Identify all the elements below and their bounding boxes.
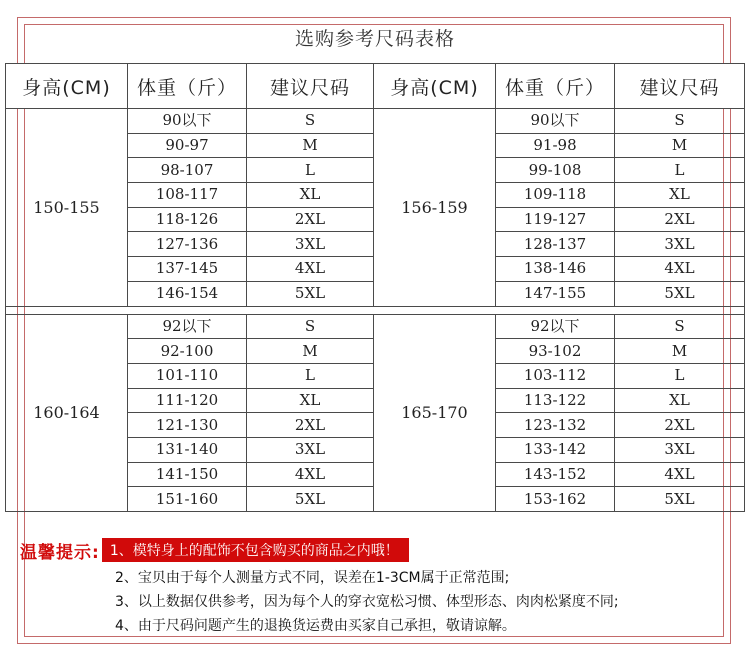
size-left: 5XL <box>247 487 374 512</box>
note-item-4: 4、由于尺码问题产生的退换货运费由买家自己承担，敬请谅解。 <box>115 618 516 634</box>
size-right: XL <box>615 183 745 208</box>
header-size-left: 建议尺码 <box>247 64 374 109</box>
weight-right: 143-152 <box>496 462 615 487</box>
notes <box>20 538 730 634</box>
size-right: 2XL <box>615 207 745 232</box>
size-left: S <box>247 109 374 134</box>
size-left: 2XL <box>247 207 374 232</box>
weight-left: 90以下 <box>128 109 247 134</box>
weight-left: 141-150 <box>128 462 247 487</box>
header-weight-left: 体重（斤） <box>128 64 247 109</box>
size-right: 3XL <box>615 437 745 462</box>
weight-left: 151-160 <box>128 487 247 512</box>
weight-left: 98-107 <box>128 158 247 183</box>
weight-right: 103-112 <box>496 363 615 388</box>
size-right: 5XL <box>615 487 745 512</box>
weight-left: 92-100 <box>128 339 247 364</box>
table-row <box>6 314 745 339</box>
weight-right: 92以下 <box>496 314 615 339</box>
size-right: 4XL <box>615 257 745 282</box>
size-right: M <box>615 133 745 158</box>
height-range-right: 156-159 <box>374 109 496 307</box>
header-row <box>6 64 745 109</box>
notes-label: 温馨提示: <box>20 542 100 563</box>
chart-title: 选购参考尺码表格 <box>294 28 455 50</box>
size-right: M <box>615 339 745 364</box>
size-left: 4XL <box>247 257 374 282</box>
size-right: 2XL <box>615 413 745 438</box>
height-range-right: 165-170 <box>374 314 496 512</box>
size-left: S <box>247 314 374 339</box>
weight-right: 99-108 <box>496 158 615 183</box>
size-right: 3XL <box>615 232 745 257</box>
size-right: 5XL <box>615 281 745 306</box>
weight-right: 128-137 <box>496 232 615 257</box>
weight-left: 101-110 <box>128 363 247 388</box>
height-range-left: 150-155 <box>6 109 128 307</box>
weight-right: 133-142 <box>496 437 615 462</box>
size-right: S <box>615 314 745 339</box>
size-left: 2XL <box>247 413 374 438</box>
weight-left: 92以下 <box>128 314 247 339</box>
weight-left: 131-140 <box>128 437 247 462</box>
size-left: L <box>247 363 374 388</box>
weight-left: 118-126 <box>128 207 247 232</box>
size-left: XL <box>247 388 374 413</box>
note-item-1: 1、模特身上的配饰不包含购买的商品之内哦！ <box>102 538 409 562</box>
size-right: S <box>615 109 745 134</box>
size-right: XL <box>615 388 745 413</box>
weight-left: 137-145 <box>128 257 247 282</box>
size-right: L <box>615 363 745 388</box>
size-left: XL <box>247 183 374 208</box>
weight-left: 108-117 <box>128 183 247 208</box>
section-divider <box>6 306 745 314</box>
weight-right: 113-122 <box>496 388 615 413</box>
size-left: 4XL <box>247 462 374 487</box>
header-weight-right: 体重（斤） <box>496 64 615 109</box>
table-body <box>6 109 745 512</box>
weight-right: 147-155 <box>496 281 615 306</box>
weight-left: 90-97 <box>128 133 247 158</box>
weight-right: 119-127 <box>496 207 615 232</box>
header-height-left: 身高(CM) <box>6 64 128 109</box>
header-height-right: 身高(CM) <box>374 64 496 109</box>
weight-left: 121-130 <box>128 413 247 438</box>
weight-right: 93-102 <box>496 339 615 364</box>
weight-right: 91-98 <box>496 133 615 158</box>
size-left: M <box>247 339 374 364</box>
weight-left: 111-120 <box>128 388 247 413</box>
note-item-2: 2、宝贝由于每个人测量方式不同，误差在1-3CM属于正常范围; <box>115 570 510 586</box>
size-right: 4XL <box>615 462 745 487</box>
table-row <box>6 109 745 134</box>
header-size-right: 建议尺码 <box>615 64 745 109</box>
weight-right: 153-162 <box>496 487 615 512</box>
size-left: M <box>247 133 374 158</box>
note-item-3: 3、以上数据仅供参考，因为每个人的穿衣宽松习惯、体型形态、肉肉松紧度不同; <box>115 594 619 610</box>
weight-right: 123-132 <box>496 413 615 438</box>
height-range-left: 160-164 <box>6 314 128 512</box>
size-left: L <box>247 158 374 183</box>
size-left: 3XL <box>247 232 374 257</box>
weight-left: 127-136 <box>128 232 247 257</box>
weight-right: 138-146 <box>496 257 615 282</box>
weight-right: 109-118 <box>496 183 615 208</box>
weight-left: 146-154 <box>128 281 247 306</box>
size-left: 3XL <box>247 437 374 462</box>
size-left: 5XL <box>247 281 374 306</box>
size-table <box>5 63 745 512</box>
weight-right: 90以下 <box>496 109 615 134</box>
size-right: L <box>615 158 745 183</box>
